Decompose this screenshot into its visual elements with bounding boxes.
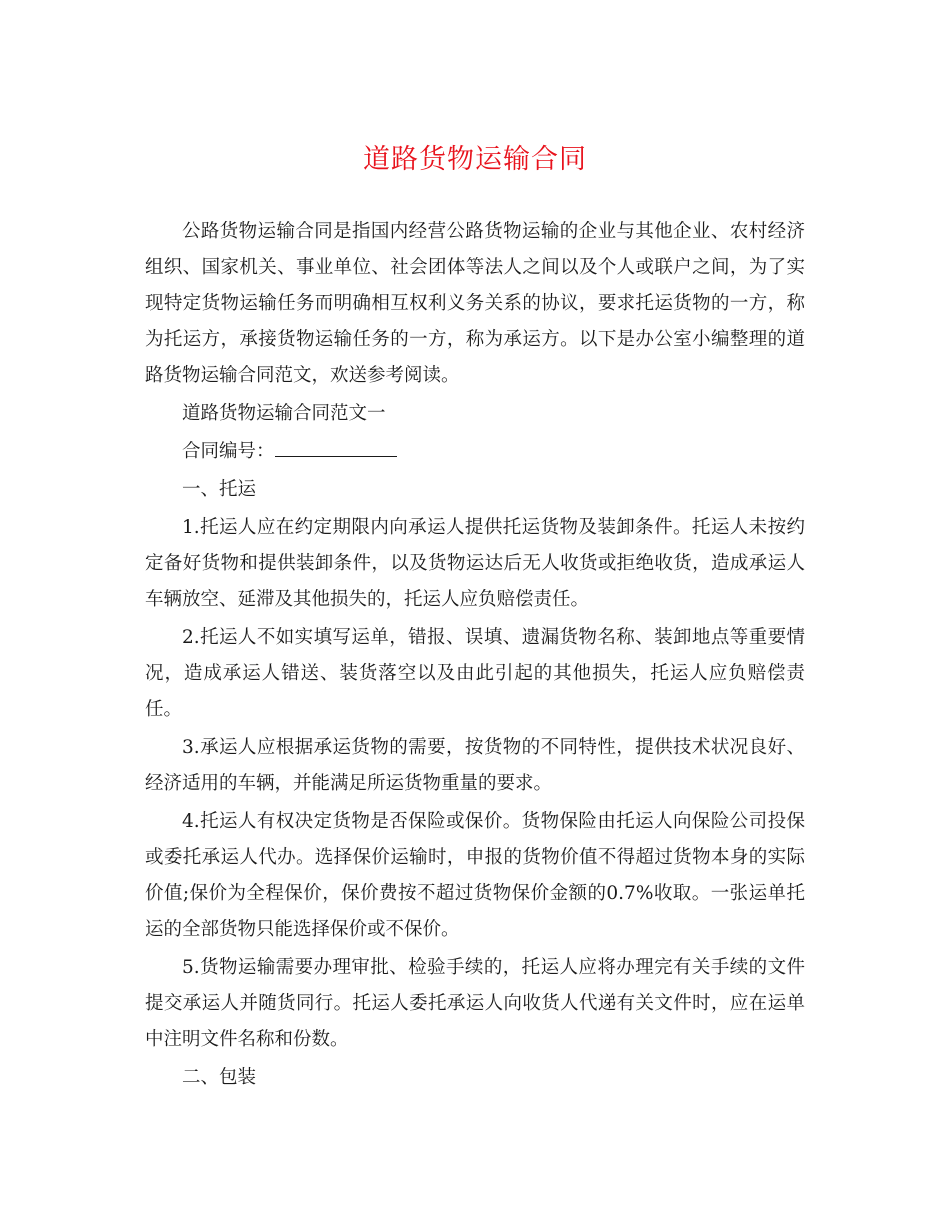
clause-paragraph: 5.货物运输需要办理审批、检验手续的，托运人应将办理完有关手续的文件提交承运人并随货同行。托运人委托承运人向收货人代递有关文件时，应在运单中注明文件名称和份数。 <box>145 957 805 1050</box>
document-title: 道路货物运输合同 <box>363 144 587 175</box>
document-body <box>145 214 805 1098</box>
sample-title: 道路货物运输合同范文一 <box>182 403 386 424</box>
contract-number-line <box>145 434 805 470</box>
clause-paragraph: 2.托运人不如实填写运单，错报、误填、遗漏货物名称、装卸地点等重要情况，造成承运人错送、装货落空以及由此引起的其他损失，托运人应负赔偿责任。 <box>145 627 805 720</box>
contract-number-label: 合同编号： <box>182 441 275 462</box>
clause-paragraph: 4.托运人有权决定货物是否保险或保价。货物保险由托运人向保险公司投保或委托承运人代办。选择保价运输时，申报的货物价值不得超过货物本身的实际价值;保价为全程保价，保价费按不超过货物保价金额的0.7%收取。一张运单托运的全部货物只能选择保价或不保价。 <box>145 811 805 940</box>
clause-paragraph: 3.承运人应根据承运货物的需要，按货物的不同特性，提供技术状况良好、经济适用的车辆，并能满足所运货物重量的要求。 <box>145 737 805 794</box>
section-title-packaging: 二、包装 <box>182 1067 257 1088</box>
section-title-consignment: 一、托运 <box>182 479 257 500</box>
clause-paragraph: 1.托运人应在约定期限内向承运人提供托运货物及装卸条件。托运人未按约定备好货物和提供装卸条件，以及货物运达后无人收货或拒绝收货，造成承运人车辆放空、延滞及其他损失的，托运人应负赔偿责任。 <box>145 517 805 610</box>
intro-paragraph: 公路货物运输合同是指国内经营公路货物运输的企业与其他企业、农村经济组织、国家机关、事业单位、社会团体等法人之间以及个人或联户之间，为了实现特定货物运输任务而明确相互权利义务关系的协议，要求托运货物的一方，称为托运方，承接货物运输任务的一方，称为承运方。以下是办公室小编整理的道路货物运输合同范文，欢送参考阅读。 <box>145 221 805 386</box>
contract-number-blank <box>275 436 397 457</box>
